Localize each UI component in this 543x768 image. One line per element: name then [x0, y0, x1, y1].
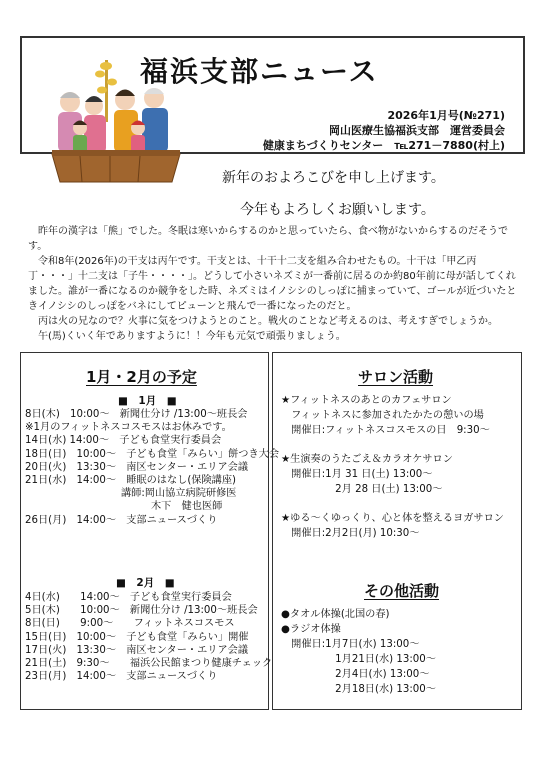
- other-item: 開催日:1月7日(水) 13:00～: [281, 639, 420, 650]
- salon-item: 開催日:1月 31 日(土) 13:00～: [281, 469, 433, 480]
- intro-paragraph: 丙は火の兄なので？火事に気をつけようとのこと。戦火のことなど考えるのは、考えすぎでしょうか。: [28, 316, 498, 327]
- schedule-item: 21日(土) 9:30～ 福浜公民館まつり健康チェック: [25, 658, 273, 670]
- schedule-item: 23日(月) 14:00～ 支部ニュースづくり: [25, 671, 218, 683]
- schedule-item: 8日(日) 9:00～ フィットネスコスモス: [25, 618, 235, 630]
- salon-item: 開催日:2月2日(月) 10:30～: [281, 528, 420, 539]
- salon-item: ★ゆる～くゆっくり、心と体を整えるヨガサロン: [281, 513, 504, 524]
- other-activities-title: その他活動: [364, 582, 440, 600]
- other-item: 1月21日(水) 13:00～: [281, 654, 436, 665]
- salon-item: 2月 28 日(土) 13:00～: [281, 484, 443, 495]
- other-item: 2月18日(水) 13:00～: [281, 684, 436, 695]
- newsletter-title: 福浜支部ニュース: [140, 55, 379, 88]
- salon-title: サロン活動: [358, 368, 434, 386]
- schedule-item: 5日(木) 10:00～ 新聞仕分け /13:00～班長会: [25, 605, 258, 617]
- schedule-note: ※1月のフィットネスコスモスはお休みです。: [25, 422, 232, 434]
- salon-item: ★フィットネスのあとのカフェサロン: [281, 395, 452, 406]
- january-header: ■ 1月 ■: [118, 395, 177, 407]
- schedule-item: 21日(水) 14:00～ 睡眠のはなし(保険講座): [25, 475, 237, 487]
- lecturer-name: 木下 健也医師: [151, 501, 223, 513]
- issue-number: 2026年1月号(№271): [387, 109, 505, 122]
- january-list: [25, 408, 279, 527]
- intro-text: [28, 224, 518, 344]
- greeting-line-1: 新年のおよろこびを申し上げます。: [222, 170, 445, 186]
- contact-info: 健康まちづくりセンター ℡271－7880(村上): [262, 139, 505, 152]
- schedule-item: 17日(火) 13:30～ 南区センター・エリア会議: [25, 644, 249, 656]
- salon-item: フィットネスに参加されたかたの憩いの場: [281, 410, 484, 421]
- other-item: ●ラジオ体操: [281, 624, 341, 635]
- other-item: 2月4日(水) 13:00～: [281, 669, 430, 680]
- salon-list: [281, 393, 504, 541]
- lecturer-affiliation: 講師:岡山協立病院研修医: [121, 488, 237, 500]
- other-item: ●タオル体操(北国の春): [281, 609, 390, 620]
- org-name: 岡山医療生協福浜支部 運営委員会: [329, 124, 505, 137]
- schedule-item: 4日(水) 14:00～ 子ども食堂実行委員会: [25, 592, 232, 603]
- schedule-item: 18日(日) 10:00～ 子ども食堂「みらい」餅つき大会: [25, 448, 280, 460]
- february-list: [25, 591, 272, 683]
- schedule-item: 8日(木) 10:00～ 新聞仕分け /13:00～班長会: [25, 409, 248, 420]
- greeting-line-2: 今年もよろしくお願いします。: [240, 202, 435, 218]
- intro-paragraph: 昨年の漢字は「熊」でした。冬眠は寒いからするのかと思っていたら、食べ物がないからするのだそうです。: [28, 226, 508, 252]
- intro-paragraph: 午(馬)くいく年でありますように！！今年も元気で頑張りましょう。: [28, 331, 346, 342]
- schedule-item: 26日(月) 14:00～ 支部ニュースづくり: [25, 514, 218, 526]
- schedule-item: 15日(日) 10:00～ 子ども食堂「みらい」開催: [25, 631, 249, 643]
- other-activities-list: [281, 607, 436, 697]
- schedule-title: 1月・2月の予定: [86, 368, 197, 386]
- february-header: ■ 2月 ■: [116, 577, 175, 589]
- family-illustration: [50, 60, 182, 184]
- salon-item: ★生演奏のうたごえ＆カラオケサロン: [281, 454, 453, 465]
- schedule-item: 20日(火) 13:30～ 南区センター・エリア会議: [25, 461, 249, 473]
- salon-item: 開催日:フィットネスコスモスの日 9:30～: [281, 425, 490, 436]
- intro-paragraph: 令和8年(2026年)の干支は丙午です。干支とは、十干十二支を組み合わせたもの。十干は「甲乙丙丁・・・」十二支は「子牛・・・・」。どうして小さいネズミが一番前に居るのか約80年前に母が話してくれました。誰が一番になるのか競争をした時、ネズミはイノシシのしっぽに捕まっていて、ゴールが近づいたときイノシシのしっぽをバネにしてピューンと飛んで一番になったのだと。: [28, 256, 517, 312]
- schedule-item: 14日(水) 14:00～ 子ども食堂実行委員会: [25, 435, 222, 447]
